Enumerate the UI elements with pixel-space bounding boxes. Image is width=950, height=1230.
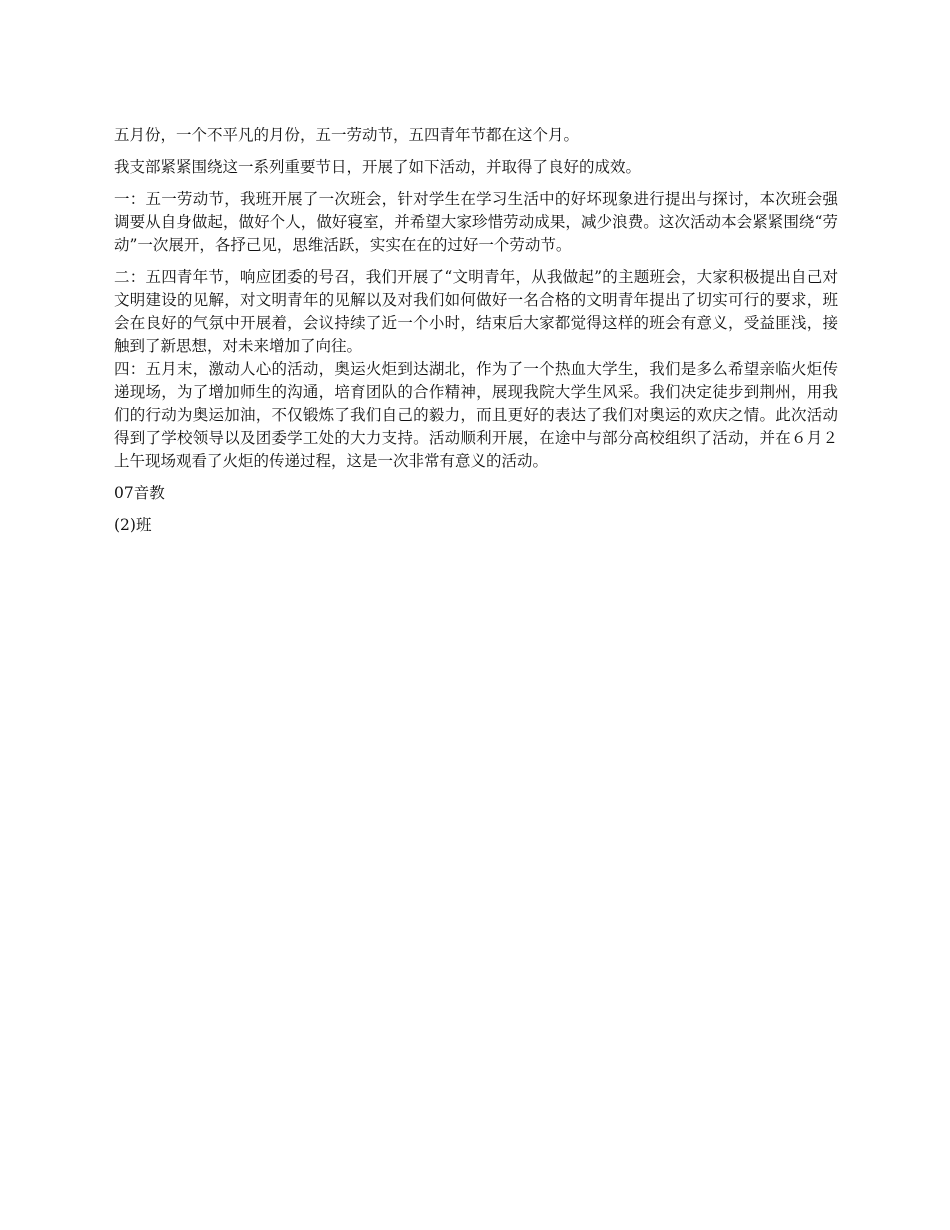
- document-body: [114, 124, 838, 546]
- intro-paragraph: 五月份，一个不平凡的月份，五一劳动节，五四青年节都在这个月。: [114, 126, 580, 144]
- summary-paragraph: 我支部紧紧围绕这一系列重要节日，开展了如下活动，并取得了良好的成效。: [114, 158, 642, 176]
- class-number-line: (2)班: [114, 516, 152, 534]
- labor-day-paragraph: 一：五一劳动节，我班开展了一次班会，针对学生在学习生活中的好坏现象进行提出与探讨，本次班会强调要从自身做起，做好个人，做好寝室，并希望大家珍惜劳动成果，减少浪费。这次活动本会紧紧围绕“劳动”一次展开，各抒己见，思维活跃，实实在在的过好一个劳动节。: [114, 190, 838, 254]
- olympic-torch-paragraph: 四：五月末，激动人心的活动，奥运火炬到达湖北，作为了一个热血大学生，我们是多么希望亲临火炬传递现场，为了增加师生的沟通，培育团队的合作精神，展现我院大学生风采。我们决定徒步到荆州，用我们的行动为奥运加油，不仅锻炼了我们自己的毅力，而且更好的表达了我们对奥运的欢庆之情。此次活动得到了学校领导以及团委学工处的大力支持。活动顺利开展，在途中与部分高校组织了活动，并在６月２上午现场观看了火炬的传递过程，这是一次非常有意义的活动。: [114, 360, 838, 470]
- class-name-line: 07音教: [114, 484, 165, 502]
- youth-day-paragraph: 二：五四青年节，响应团委的号召，我们开展了“文明青年，从我做起”的主题班会，大家积极提出自己对文明建设的见解，对文明青年的见解以及对我们如何做好一名合格的文明青年提出了切实可行的要求，班会在良好的气氛中开展着，会议持续了近一个小时，结束后大家都觉得这样的班会有意义，受益匪浅，接触到了新思想，对未来增加了向往。: [114, 268, 838, 355]
